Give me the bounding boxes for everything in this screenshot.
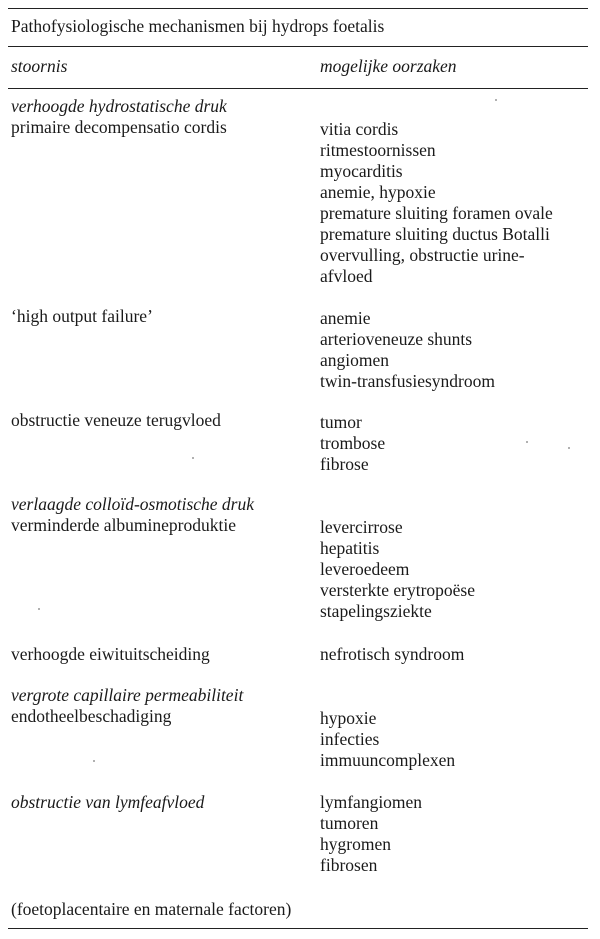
oorzaak-item: fibrosen bbox=[320, 855, 378, 875]
oorzaak-item: trombose bbox=[320, 433, 386, 453]
scan-speck bbox=[526, 441, 528, 443]
group-heading: verlaagde colloïd-osmotische druk bbox=[11, 494, 255, 514]
scan-speck bbox=[38, 608, 40, 610]
oorzaak-item: vitia cordis bbox=[320, 119, 399, 139]
oorzaak-item: nefrotisch syndroom bbox=[320, 644, 465, 664]
oorzaak-item: myocarditis bbox=[320, 161, 403, 181]
oorzaak-item: fibrose bbox=[320, 454, 369, 474]
scan-speck bbox=[93, 760, 95, 762]
oorzaak-item: arterioveneuze shunts bbox=[320, 329, 473, 349]
stoornis-cell: obstructie veneuze terugvloed bbox=[11, 410, 221, 430]
stoornis-cell: verhoogde eiwituitscheiding bbox=[11, 644, 210, 664]
stoornis-cell: verminderde albumineproduktie bbox=[11, 515, 236, 535]
group-heading: verhoogde hydrostatische druk bbox=[11, 96, 227, 116]
stoornis-cell: primaire decompensatio cordis bbox=[11, 117, 227, 137]
oorzaak-item: tumoren bbox=[320, 813, 379, 833]
top-rule bbox=[8, 8, 588, 9]
scan-speck bbox=[568, 447, 570, 449]
oorzaak-item: premature sluiting foramen ovale bbox=[320, 203, 553, 223]
oorzaak-item: afvloed bbox=[320, 266, 373, 286]
oorzaak-item: lymfangiomen bbox=[320, 792, 423, 812]
title-rule bbox=[8, 46, 588, 47]
bottom-rule bbox=[8, 928, 588, 929]
oorzaak-item: anemie, hypoxie bbox=[320, 182, 436, 202]
oorzaak-item: stapelingsziekte bbox=[320, 601, 432, 621]
oorzaak-item: immuuncomplexen bbox=[320, 750, 456, 770]
group-heading: obstructie van lymfeafvloed bbox=[11, 792, 205, 812]
col-header-stoornis: stoornis bbox=[11, 56, 68, 76]
oorzaak-item: infecties bbox=[320, 729, 380, 749]
oorzaak-item: versterkte erytropoëse bbox=[320, 580, 475, 600]
oorzaak-item: overvulling, obstructie urine- bbox=[320, 245, 525, 265]
scan-speck bbox=[192, 457, 194, 459]
oorzaak-item: hepatitis bbox=[320, 538, 380, 558]
oorzaak-item: hypoxie bbox=[320, 708, 377, 728]
stoornis-cell: endotheelbeschadiging bbox=[11, 706, 172, 726]
table-footnote: (foetoplacentaire en maternale factoren) bbox=[11, 899, 292, 919]
stoornis-cell: ‘high output failure’ bbox=[11, 306, 153, 326]
table-title: Pathofysiologische mechanismen bij hydrops foetalis bbox=[11, 16, 385, 36]
oorzaak-item: angiomen bbox=[320, 350, 390, 370]
group-heading: vergrote capillaire permeabiliteit bbox=[11, 685, 244, 705]
oorzaak-item: anemie bbox=[320, 308, 371, 328]
oorzaak-item: ritmestoornissen bbox=[320, 140, 436, 160]
col-header-oorzaken: mogelijke oorzaken bbox=[320, 56, 457, 76]
oorzaak-item: tumor bbox=[320, 412, 362, 432]
oorzaak-item: levercirrose bbox=[320, 517, 403, 537]
oorzaak-item: hygromen bbox=[320, 834, 391, 854]
scan-speck bbox=[495, 99, 497, 101]
oorzaak-item: premature sluiting ductus Botalli bbox=[320, 224, 550, 244]
oorzaak-item: leveroedeem bbox=[320, 559, 410, 579]
oorzaak-item: twin-transfusiesyndroom bbox=[320, 371, 495, 391]
header-rule bbox=[8, 88, 588, 89]
